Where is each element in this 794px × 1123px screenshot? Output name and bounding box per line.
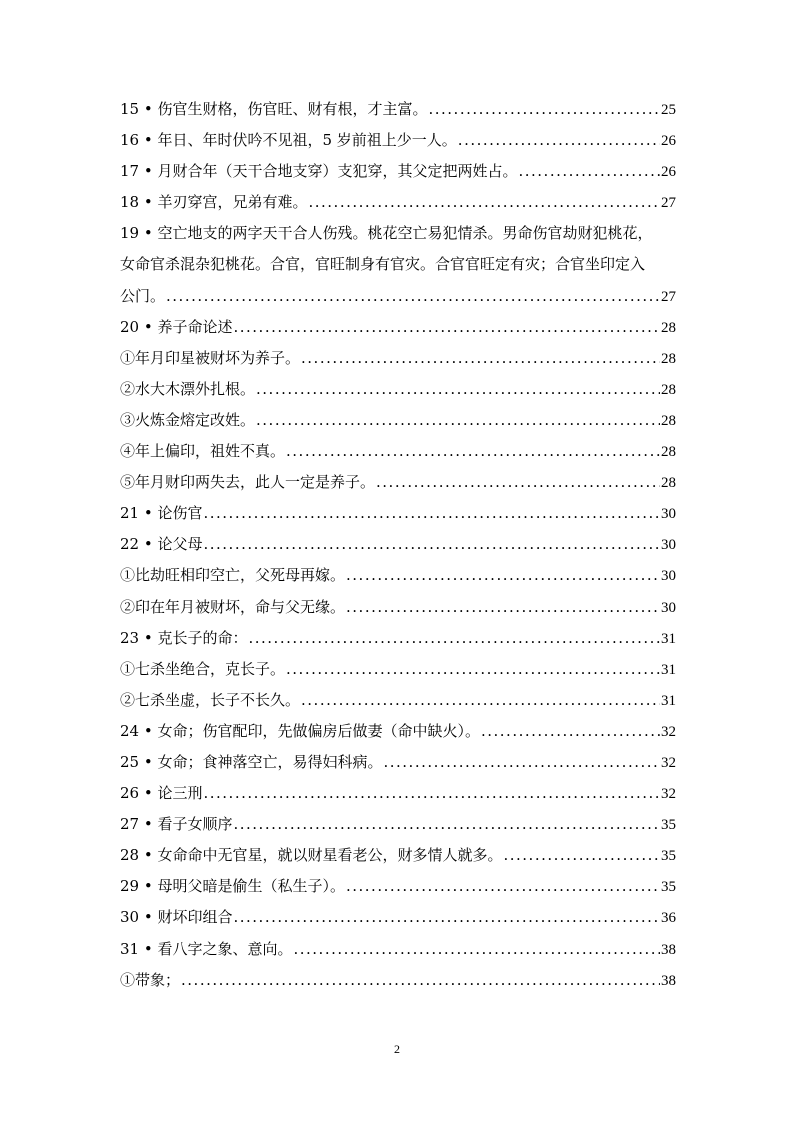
toc-entry[interactable] bbox=[120, 98, 676, 129]
toc-entry-page: 32 bbox=[661, 786, 676, 803]
toc-entry[interactable] bbox=[120, 191, 676, 222]
toc-entry-text: 28 • 女命命中无官星，就以财星看老公，财多情人就多。 bbox=[120, 846, 503, 865]
toc-entry-text: ⑤年月财印两失去，此人一定是养子。 bbox=[120, 473, 376, 492]
toc-entry[interactable] bbox=[120, 471, 676, 502]
toc-entry-text: 20 • 养子命论述 bbox=[120, 317, 233, 336]
toc-entry[interactable] bbox=[120, 906, 676, 937]
toc-entry-page: 32 bbox=[661, 754, 676, 771]
toc-entry[interactable] bbox=[120, 813, 676, 844]
toc-entry[interactable] bbox=[120, 969, 676, 1000]
toc-entry[interactable] bbox=[120, 502, 676, 533]
toc-leader-dots bbox=[376, 473, 660, 491]
toc-leader-dots bbox=[301, 691, 660, 709]
toc-leader-dots bbox=[481, 722, 660, 740]
toc-entry-page: 35 bbox=[661, 879, 676, 896]
toc-leader-dots bbox=[518, 162, 660, 180]
toc-entry-text: ①比劫旺相印空亡，父死母再嫁。 bbox=[120, 566, 346, 585]
toc-entry-text: 22 • 论父母 bbox=[120, 535, 203, 554]
toc-entry[interactable] bbox=[120, 347, 676, 378]
toc-entry-line[interactable] bbox=[120, 253, 676, 284]
toc-entry-page: 27 bbox=[661, 195, 676, 212]
toc-entry-text: 16 • 年日、年时伏吟不见祖，5 岁前祖上少一人。 bbox=[120, 131, 457, 150]
toc-entry-text: 18 • 羊刃穿宫，兄弟有难。 bbox=[120, 193, 308, 212]
toc-entry-page: 30 bbox=[661, 506, 676, 523]
toc-entry-text: ③火炼金熔定改姓。 bbox=[120, 410, 256, 429]
toc-leader-dots bbox=[346, 566, 660, 584]
toc-entry-page: 28 bbox=[661, 412, 676, 429]
toc-leader-dots bbox=[428, 100, 660, 118]
toc-entry-page: 26 bbox=[661, 164, 676, 181]
toc-entry-text: ②印在年月被财坏，命与父无缘。 bbox=[120, 597, 346, 616]
toc-entry-page: 31 bbox=[661, 630, 676, 647]
toc-leader-dots bbox=[458, 131, 660, 149]
toc-entry-text: 27 • 看子女顺序 bbox=[120, 815, 233, 834]
toc-entry-text: ②七杀坐虚，长子不长久。 bbox=[120, 690, 301, 709]
toc-entry-text: 21 • 论伤官 bbox=[120, 504, 203, 523]
toc-entry-page: 31 bbox=[661, 692, 676, 709]
toc-entry-line[interactable] bbox=[120, 222, 676, 253]
toc-leader-dots bbox=[203, 535, 660, 553]
toc-entry-page: 30 bbox=[661, 568, 676, 585]
toc-leader-dots bbox=[286, 442, 660, 460]
toc-entry[interactable] bbox=[120, 160, 676, 191]
toc-entry[interactable] bbox=[120, 751, 676, 782]
toc-entry-text: 31 • 看八字之象、意向。 bbox=[120, 939, 293, 958]
toc-entry-text: 26 • 论三刑 bbox=[120, 784, 203, 803]
toc-entry-text: 15 • 伤官生财格，伤官旺、财有根，才主富。 bbox=[120, 100, 428, 118]
toc-entry-page: 31 bbox=[661, 661, 676, 678]
toc-entry-page: 38 bbox=[661, 941, 676, 958]
toc-leader-dots bbox=[203, 784, 660, 802]
toc-entry-page: 25 bbox=[661, 102, 676, 118]
toc-entry[interactable] bbox=[120, 440, 676, 471]
toc-leader-dots bbox=[293, 940, 660, 958]
toc-entry-page: 35 bbox=[661, 817, 676, 834]
toc-entry-page: 28 bbox=[661, 475, 676, 492]
toc-entry[interactable] bbox=[120, 316, 676, 347]
toc-leader-dots bbox=[346, 877, 660, 895]
toc-leader-dots bbox=[203, 504, 660, 522]
toc-entry[interactable] bbox=[120, 627, 676, 658]
toc-entry[interactable] bbox=[120, 129, 676, 160]
toc-entry-text: 23 • 克长子的命： bbox=[120, 628, 248, 647]
toc-entry-page: 27 bbox=[661, 288, 676, 305]
toc-entry-page: 35 bbox=[661, 848, 676, 865]
toc-leader-dots bbox=[233, 815, 660, 833]
toc-entry-page: 38 bbox=[661, 972, 676, 989]
toc-entry-page: 26 bbox=[661, 133, 676, 150]
page-number: 2 bbox=[394, 1042, 400, 1056]
toc-entry[interactable] bbox=[120, 285, 676, 316]
toc-entry-text: 女命官杀混杂犯桃花。合官，官旺制身有官灾。合官官旺定有灾；合官坐印定入 bbox=[120, 255, 646, 274]
toc-leader-dots bbox=[503, 846, 660, 864]
toc-entry-page: 28 bbox=[661, 350, 676, 367]
toc-leader-dots bbox=[308, 193, 660, 211]
toc-leader-dots bbox=[248, 629, 660, 647]
toc-entry-page: 28 bbox=[661, 444, 676, 461]
toc-leader-dots bbox=[256, 411, 660, 429]
toc-entry[interactable] bbox=[120, 596, 676, 627]
toc-leader-dots bbox=[383, 753, 660, 771]
toc-leader-dots bbox=[256, 380, 660, 398]
toc-entry[interactable] bbox=[120, 564, 676, 595]
toc-entry-page: 28 bbox=[661, 319, 676, 336]
toc-entry-text: ②水大木漂外扎根。 bbox=[120, 379, 256, 398]
toc-entry-text: 19 • 空亡地支的两字天干合人伤残。桃花空亡易犯情杀。男命伤官劫财犯桃花， bbox=[120, 224, 653, 243]
toc-entry-page: 30 bbox=[661, 599, 676, 616]
toc-leader-dots bbox=[301, 349, 660, 367]
toc-entry[interactable] bbox=[120, 782, 676, 813]
toc-entry-text: 25 • 女命；食神落空亡，易得妇科病。 bbox=[120, 752, 383, 771]
toc-leader-dots bbox=[346, 598, 660, 616]
toc-entry-text: 30 • 财坏印组合 bbox=[120, 908, 233, 927]
toc-leader-dots bbox=[233, 908, 660, 926]
toc-leader-dots bbox=[181, 971, 660, 989]
toc-entry-text: 公门。 bbox=[120, 286, 166, 305]
toc-leader-dots bbox=[166, 287, 660, 305]
toc-entry[interactable] bbox=[120, 844, 676, 875]
toc-entry[interactable] bbox=[120, 938, 676, 969]
toc-entry-text: ①七杀坐绝合，克长子。 bbox=[120, 659, 286, 678]
toc-entry-text: ①年月印星被财坏为养子。 bbox=[120, 348, 301, 367]
toc-entry-page: 30 bbox=[661, 537, 676, 554]
toc-entry-text: 24 • 女命；伤官配印，先做偏房后做妻（命中缺火）。 bbox=[120, 721, 480, 740]
toc-entry[interactable] bbox=[120, 409, 676, 440]
toc-entry-text: ④年上偏印，祖姓不真。 bbox=[120, 442, 286, 461]
toc-entry[interactable] bbox=[120, 658, 676, 689]
toc-entry[interactable] bbox=[120, 720, 676, 751]
toc-leader-dots bbox=[286, 660, 660, 678]
toc-entry[interactable] bbox=[120, 875, 676, 906]
toc-entry-text: 17 • 月财合年（天干合地支穿）支犯穿，其父定把两姓占。 bbox=[120, 162, 518, 181]
toc-entry-page: 36 bbox=[661, 910, 676, 927]
toc-leader-dots bbox=[233, 318, 660, 336]
table-of-contents bbox=[120, 98, 676, 1000]
toc-entry-page: 28 bbox=[661, 381, 676, 398]
toc-entry-text: ①带象； bbox=[120, 970, 181, 989]
toc-entry-page: 32 bbox=[661, 723, 676, 740]
toc-entry[interactable] bbox=[120, 689, 676, 720]
toc-entry[interactable] bbox=[120, 533, 676, 564]
toc-entry[interactable] bbox=[120, 378, 676, 409]
toc-entry-text: 29 • 母明父暗是偷生（私生子）。 bbox=[120, 877, 345, 896]
